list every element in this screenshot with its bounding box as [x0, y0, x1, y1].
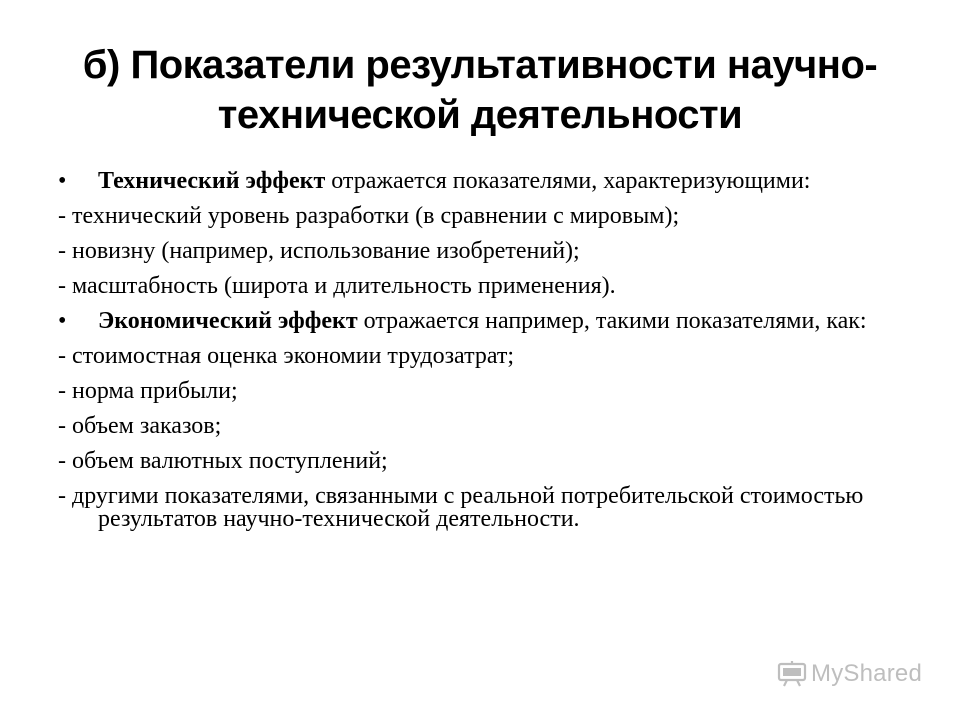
bullet-term: Экономический эффект [98, 308, 358, 334]
slide-title [40, 40, 920, 140]
list-item: - масштабность (широта и длительность применения). [58, 273, 616, 299]
watermark-text: MyShared [811, 660, 922, 687]
slide-title-line-1: б) Показатели результативности научно- [82, 43, 878, 87]
bullet-mark: • [58, 308, 67, 334]
watermark [777, 660, 922, 688]
bullet-technical-effect [58, 170, 938, 193]
bullet-description: отражается например, такими показателями, как: [357, 308, 867, 334]
list-item: - другими показателями, связанными с реальной потребительской стоимостью результатов научно-технической деятельности. [58, 483, 864, 532]
list-item: - стоимостная оценка экономии трудозатрат; [58, 343, 515, 369]
list-item: - объем заказов; [58, 413, 222, 439]
list-item: - технический уровень разработки (в сравнении с мировым); [58, 203, 680, 229]
bullet-mark: • [58, 168, 67, 194]
bullet-description: отражается показателями, характеризующими: [325, 168, 811, 194]
list-item: - новизну (например, использование изобретений); [58, 238, 580, 264]
presentation-board-icon [777, 661, 807, 687]
slide-body [58, 170, 938, 543]
bullet-text [98, 170, 938, 193]
bullet-economic-effect [58, 310, 938, 333]
slide-title-line-2: технической деятельности [217, 93, 743, 137]
list-item: - объем валютных поступлений; [58, 448, 388, 474]
bullet-term: Технический эффект [98, 168, 326, 194]
list-item: - норма прибыли; [58, 378, 238, 404]
bullet-text [98, 310, 938, 333]
